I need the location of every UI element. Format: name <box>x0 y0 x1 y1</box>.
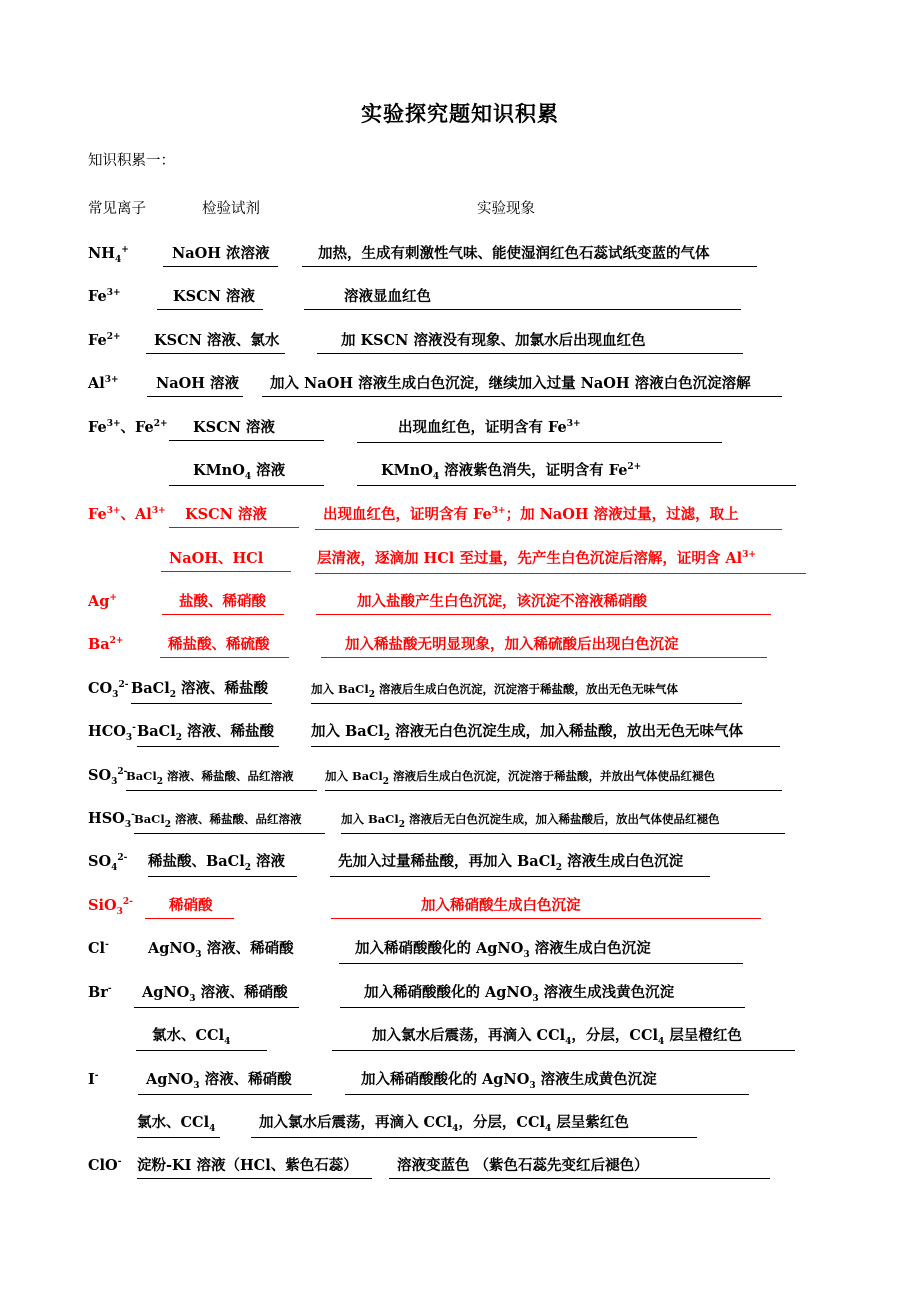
phenomenon: 溶液显血红色 <box>304 286 741 310</box>
phenomenon: 加入 BaCl$_2$ 溶液后生成白色沉淀，沉淀溶于稀盐酸，并放出气体使品红褪色 <box>325 765 782 791</box>
phenomenon: 出现血红色，证明含有 $Fe^{3+}$；加 NaOH 溶液过量，过滤，取上 <box>315 504 782 530</box>
reagent: NaOH、HCl <box>161 548 291 572</box>
reagent: KSCN 溶液 <box>169 417 324 441</box>
header-ion: 常见离子 <box>88 201 146 217</box>
phenomenon: 加入 BaCl$_2$ 溶液后无白色沉淀生成，加入稀盐酸后，放出气体使品红褪色 <box>341 808 785 834</box>
ion-label: $CO_3^{2-}$ <box>88 680 129 700</box>
reagent: 盐酸、稀硝酸 <box>162 591 284 615</box>
ion-label: $HCO_3^-$ <box>88 723 136 743</box>
phenomenon: 出现血红色，证明含有 $Fe^{3+}$ <box>357 417 722 443</box>
ion-label: $Fe^{2+}$ <box>88 332 121 349</box>
phenomenon: 加入稀硝酸生成白色沉淀 <box>331 895 761 919</box>
phenomenon: 加入稀硝酸酸化的 AgNO$_3$ 溶液生成白色沉淀 <box>339 938 743 964</box>
reagent: KMnO$_4$ 溶液 <box>169 460 324 486</box>
ion-label: $NH_4^+$ <box>88 245 129 265</box>
phenomenon: 加入氯水后震荡，再滴入 CCl$_4$，分层，CCl$_4$ 层呈紫红色 <box>251 1112 697 1138</box>
reagent: 淀粉-KI 溶液（HCl、紫色石蕊） <box>137 1155 372 1179</box>
ion-label: I- <box>88 1071 99 1088</box>
ion-label: $Fe^{3+}$ <box>88 288 121 305</box>
ion-label: Cl- <box>88 940 109 957</box>
phenomenon: 先加入过量稀盐酸，再加入 BaCl$_2$ 溶液生成白色沉淀 <box>330 851 710 877</box>
phenomenon: 加 KSCN 溶液没有现象、加氯水后出现血红色 <box>317 330 743 354</box>
reagent: 氯水、CCl$_4$ <box>137 1112 220 1138</box>
phenomenon: 加入 BaCl$_2$ 溶液无白色沉淀生成，加入稀盐酸，放出无色无味气体 <box>311 721 780 747</box>
reagent: BaCl$_2$ 溶液、稀盐酸 <box>137 721 279 747</box>
ion-label: $HSO_3^-$ <box>88 810 135 830</box>
phenomenon: 溶液变蓝色 （紫色石蕊先变红后褪色） <box>389 1155 770 1179</box>
reagent: AgNO$_3$ 溶液、稀硝酸 <box>138 1069 312 1095</box>
ion-label: $SO_3^{2-}$ <box>88 767 128 787</box>
reagent: 稀盐酸、稀硫酸 <box>160 634 289 658</box>
ion-label: $SO_4^{2-}$ <box>88 853 128 873</box>
reagent: KSCN 溶液 <box>169 504 299 528</box>
reagent: 稀盐酸、BaCl$_2$ 溶液 <box>148 851 297 877</box>
phenomenon: 加入氯水后震荡，再滴入 CCl$_4$，分层，CCl$_4$ 层呈橙红色 <box>332 1025 795 1051</box>
reagent: 稀硝酸 <box>145 895 234 919</box>
reagent: BaCl$_2$ 溶液、稀盐酸 <box>131 678 272 704</box>
phenomenon: 加入稀硝酸酸化的 AgNO$_3$ 溶液生成黄色沉淀 <box>345 1069 749 1095</box>
reagent: 氯水、CCl$_4$ <box>136 1025 267 1051</box>
reagent: KSCN 溶液、氯水 <box>146 330 285 354</box>
reagent: AgNO$_3$ 溶液、稀硝酸 <box>134 982 299 1008</box>
header-reagent: 检验试剂 <box>202 201 260 217</box>
ion-label: Ag+ <box>88 593 117 610</box>
ion-label: ClO- <box>88 1157 122 1174</box>
reagent: BaCl$_2$ 溶液、稀盐酸、品红溶液 <box>134 808 325 834</box>
ion-label: $Fe^{3+}$、$Al^{3+}$ <box>88 506 166 523</box>
phenomenon: 加入 BaCl$_2$ 溶液后生成白色沉淀，沉淀溶于稀盐酸，放出无色无味气体 <box>311 678 742 704</box>
reagent: BaCl$_2$ 溶液、稀盐酸、品红溶液 <box>126 765 317 791</box>
ion-label: Br- <box>88 984 112 1001</box>
phenomenon: 加入稀硝酸酸化的 AgNO$_3$ 溶液生成浅黄色沉淀 <box>340 982 745 1008</box>
phenomenon: 层清液，逐滴加 HCl 至过量，先产生白色沉淀后溶解，证明含 $Al^{3+}$ <box>315 548 806 574</box>
ion-label: $Fe^{3+}$、$Fe^{2+}$ <box>88 419 168 436</box>
phenomenon: 加热，生成有刺激性气味、能使湿润红色石蕊试纸变蓝的气体 <box>302 243 757 267</box>
page-title: 实验探究题知识积累 <box>361 101 559 126</box>
ion-label: SiO$_3^{2-}$ <box>88 897 133 917</box>
ion-label: $Ba^{2+}$ <box>88 636 124 653</box>
phenomenon: KMnO$_4$ 溶液紫色消失，证明含有 $Fe^{2+}$ <box>357 460 796 486</box>
header-phenomenon: 实验现象 <box>477 201 535 217</box>
reagent: KSCN 溶液 <box>157 286 263 310</box>
reagent: AgNO$_3$ 溶液、稀硝酸 <box>148 940 294 960</box>
phenomenon: 加入盐酸产生白色沉淀，该沉淀不溶液稀硝酸 <box>316 591 771 615</box>
phenomenon: 加入稀盐酸无明显现象，加入稀硫酸后出现白色沉淀 <box>321 634 767 658</box>
phenomenon: 加入 NaOH 溶液生成白色沉淀，继续加入过量 NaOH 溶液白色沉淀溶解 <box>262 373 782 397</box>
reagent: NaOH 浓溶液 <box>163 243 278 267</box>
ion-label: $Al^{3+}$ <box>88 375 119 392</box>
reagent: NaOH 溶液 <box>147 373 243 397</box>
